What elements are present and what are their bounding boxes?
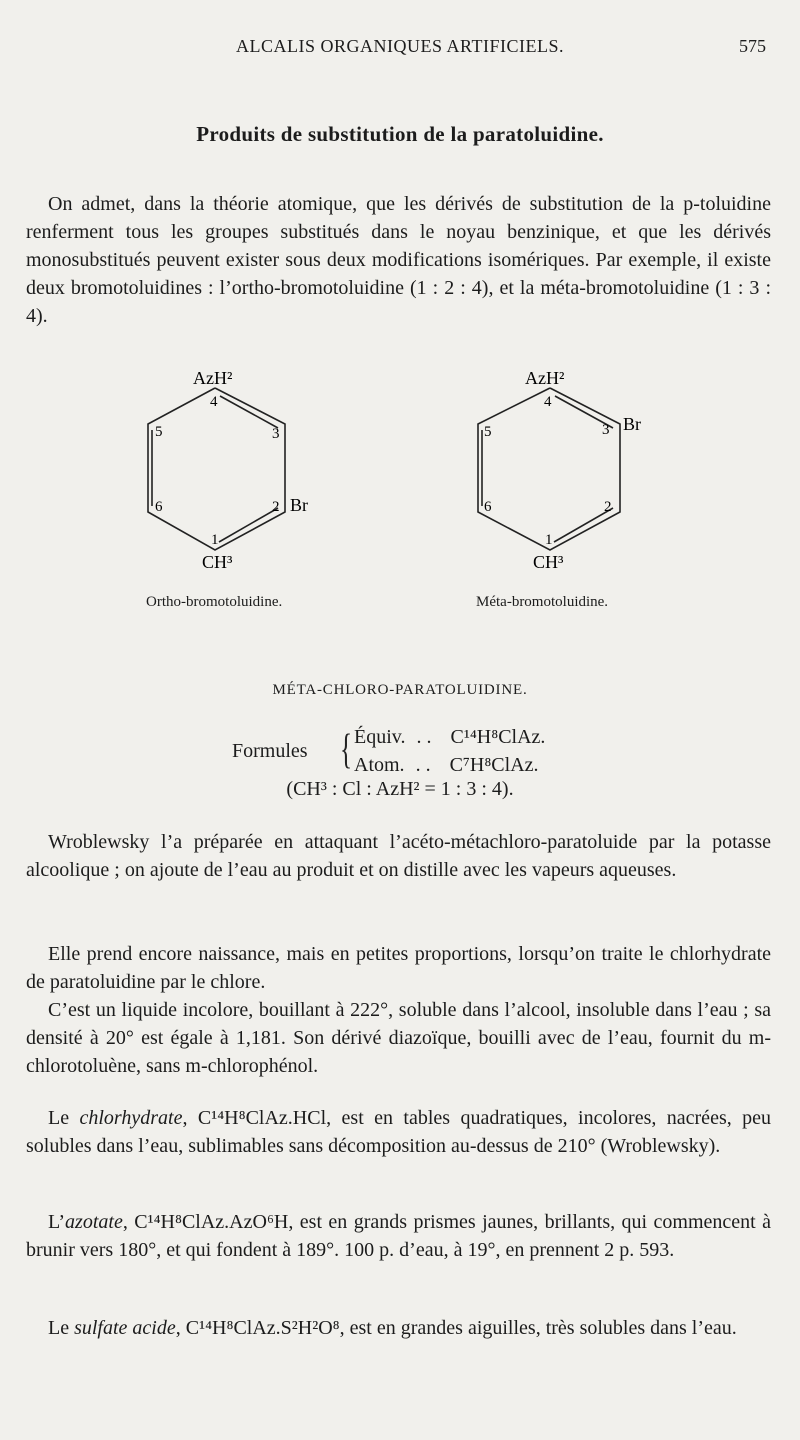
paragraph-azotate	[26, 1208, 771, 1264]
meta-substituent: Br	[623, 414, 641, 434]
meta-hexagon	[478, 388, 620, 550]
meta-position-2: 2	[604, 499, 612, 515]
atom-dots: . .	[415, 754, 431, 776]
azotate-prefix: L’	[48, 1211, 66, 1233]
equiv-label: Équiv.	[354, 726, 406, 748]
sulfate-term: sulfate acide	[74, 1317, 176, 1339]
chlorhydrate-text: , C¹⁴H⁸ClAz.HCl, est en tables quadratiques, incolores, nacrées, peu solubles dans l’eau, sublimables sans décomposition au-dessus de 210° (Wroblewsky).	[26, 1107, 771, 1157]
meta-position-6: 6	[484, 499, 492, 515]
ortho-caption: Ortho-bromotoluidine.	[146, 594, 283, 610]
compound-title: MÉTA-CHLORO-PARATOLUIDINE.	[272, 682, 528, 698]
ortho-position-6: 6	[155, 499, 163, 515]
paragraph-formation: Elle prend encore naissance, mais en petites proportions, lorsqu’on traite le chlorhydrate de paratoluidine par le chlore.	[26, 943, 771, 993]
intro-paragraph: On admet, dans la théorie atomique, que les dérivés de substitution de la p-toluidine renferment tous les groupes substitués dans le noyau benzinique, et que les dérivés monosubstitués peuvent exister sous deux modifications isomériques. Par exemple, il existe deux bromotoluidines : l’ortho-bromotoluidine (1 : 2 : 4), et la méta-bromotoluidine (1 : 3 : 4).	[26, 193, 771, 327]
azotate-text: , C¹⁴H⁸ClAz.AzO⁶H, est en grands prismes jaunes, brillants, qui commencent à brunir vers 180°, et qui fondent à 189°. 100 p. d’eau, à 19°, en prennent 2 p. 593.	[26, 1211, 771, 1261]
brace-icon: {	[340, 727, 353, 773]
running-head: ALCALIS ORGANIQUES ARTIFICIELS.	[236, 36, 564, 56]
atom-row	[354, 754, 539, 777]
ortho-position-5: 5	[155, 424, 163, 440]
meta-position-3: 3	[602, 422, 610, 438]
section-title: Produits de substitution de la paratoluidine.	[196, 122, 604, 146]
atom-value: C⁷H⁸ClAz.	[449, 754, 539, 776]
chlorhydrate-prefix: Le	[48, 1107, 80, 1129]
paragraph-chlorhydrate	[26, 1104, 771, 1160]
page-number: 575	[739, 36, 766, 56]
meta-bottom-group: CH³	[533, 552, 564, 572]
paragraph-properties: C’est un liquide incolore, bouillant à 222°, soluble dans l’alcool, insoluble dans l’eau ; sa densité à 20° est égale à 1,181. Son dérivé diazoïque, bouilli avec de l’eau, fournit du m-chlorotoluène, sans m-chlorophénol.	[26, 999, 771, 1077]
formula-block	[232, 722, 632, 782]
equiv-value: C¹⁴H⁸ClAz.	[450, 726, 546, 748]
equiv-row	[354, 726, 545, 749]
paragraph-sulfate	[26, 1314, 771, 1342]
azotate-term: azotate	[65, 1211, 123, 1233]
meta-top-group: AzH²	[525, 368, 565, 388]
equiv-dots: . .	[416, 726, 432, 748]
meta-position-5: 5	[484, 424, 492, 440]
ortho-position-1: 1	[211, 532, 219, 548]
sulfate-prefix: Le	[48, 1317, 75, 1339]
meta-position-4: 4	[544, 394, 552, 410]
atom-label: Atom.	[354, 754, 405, 776]
ortho-position-3: 3	[272, 426, 280, 442]
structural-formulas	[0, 360, 800, 620]
chlorhydrate-term: chlorhydrate	[79, 1107, 183, 1129]
paragraph-preparation: Wroblewsky l’a préparée en attaquant l’acéto-métachloro-paratoluide par la potasse alcoolique ; on ajoute de l’eau au produit et on distille avec les vapeurs aqueuses.	[26, 831, 771, 881]
ortho-bottom-group: CH³	[202, 552, 233, 572]
ortho-position-2: 2	[272, 499, 280, 515]
ortho-position-4: 4	[210, 394, 218, 410]
ortho-hexagon	[148, 388, 285, 550]
ortho-top-group: AzH²	[193, 368, 233, 388]
meta-caption: Méta-bromotoluidine.	[476, 594, 609, 610]
ortho-substituent: Br	[290, 495, 308, 515]
formulas-label: Formules	[232, 740, 308, 762]
meta-position-1: 1	[545, 532, 553, 548]
position-formula: (CH³ : Cl : AzH² = 1 : 3 : 4).	[286, 778, 514, 800]
sulfate-text: , C¹⁴H⁸ClAz.S²H²O⁸, est en grandes aiguilles, très solubles dans l’eau.	[175, 1317, 737, 1339]
